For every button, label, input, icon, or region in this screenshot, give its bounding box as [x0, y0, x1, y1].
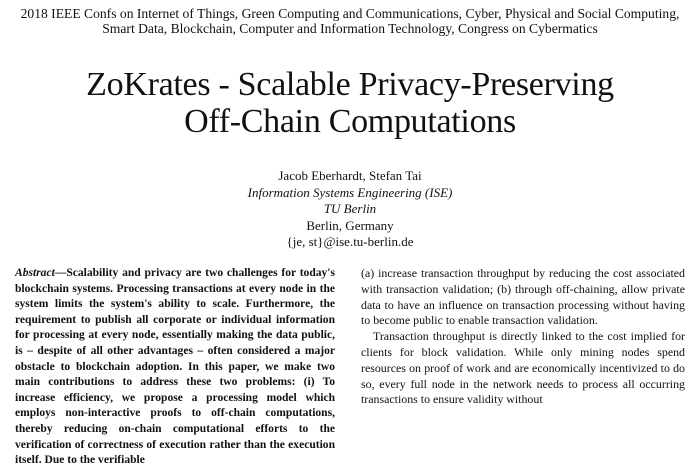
author-location: Berlin, Germany	[306, 217, 394, 233]
conference-line-1: 2018 IEEE Confs on Internet of Things, Green Computing and Communications, Cyber, Physical and Social Computing,	[20, 6, 680, 21]
author-affiliation: Information Systems Engineering (ISE)	[247, 184, 453, 200]
author-email: {je, st}@ise.tu-berlin.de	[286, 234, 414, 249]
author-university: TU Berlin	[323, 201, 377, 216]
author-block	[0, 168, 700, 251]
paper-title	[0, 66, 700, 140]
conference-header	[0, 6, 700, 36]
body-column-right	[361, 266, 685, 408]
body-paragraph-1: (a) increase transaction throughput by reducing the cost associated with transaction validation; (b) through off-chaining, allow private data to have an influence on transaction processing without having to become public to enable transaction validation.	[361, 266, 685, 328]
body-paragraph-2: Transaction throughput is directly linked to the cost implied for clients for block validation. While only mining nodes spend resources on proof of work and are economically incentivized to do so, every full node in the network needs to process all occurring transactions to ensure validity without	[361, 329, 685, 407]
abstract-dash: —	[54, 267, 67, 279]
abstract-body: Scalability and privacy are two challenges for today's blockchain systems. Processing transactions at every node in the system limits the system's ability to scale. Furthermore, the requirement to publish all corporate or individual information for processing at every node, essentially making the data public, is – despite of all other advantages – often considered a major obstacle to blockchain adoption. In this paper, we make two main contributions to address these two problems: (i) To increase efficiency, we propose a processing model which employs non-interactive proofs to off-chain computations, thereby reducing on-chain computational efforts to the verification of correctness of execution rather than the execution itself. Due to the verifiable	[15, 267, 335, 467]
title-line-2: Off-Chain Computations	[184, 103, 516, 140]
conference-line-2: Smart Data, Blockchain, Computer and Information Technology, Congress on Cybermatics	[102, 21, 598, 36]
abstract-lead: Abstract	[15, 267, 55, 279]
title-line-1: ZoKrates - Scalable Privacy-Preserving	[86, 66, 614, 103]
abstract-column	[15, 266, 335, 469]
author-names: Jacob Eberhardt, Stefan Tai	[278, 168, 422, 183]
